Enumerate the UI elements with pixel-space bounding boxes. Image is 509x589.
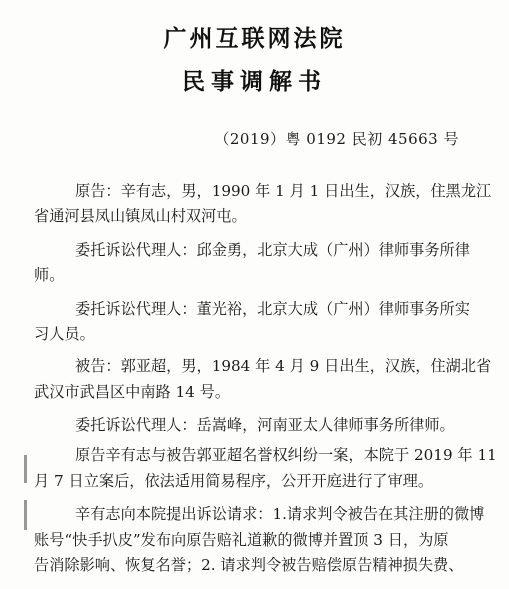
plaintiff-agent-1-line-2: 师。 [34,266,65,284]
defendant-line-1: 被告：郭亚超，男，1984 年 4 月 9 日出生，汉族，住湖北省 [75,357,492,375]
plaintiff-line-1: 原告：辛有志，男，1990 年 1 月 1 日出生，汉族，住黑龙江 [75,182,492,200]
plaintiff-agent-2-line-1: 委托诉讼代理人：董光裕，北京大成（广州）律师事务所实 [75,300,470,318]
claims-line-3: 告消除影响、恢复名誉；2. 请求判令被告赔偿原告精神损失费、 [34,556,464,574]
case-number: （2019）粤 0192 民初 45663 号 [214,130,459,148]
binding-mark [24,500,27,530]
claims-line-1: 辛有志向本院提出诉讼请求：1.请求判令被告在其注册的微博 [75,505,485,523]
plaintiff-agent-2-line-2: 习人员。 [34,325,95,343]
defendant-agent-line: 委托诉讼代理人：岳嵩峰，河南亚太人律师事务所律师。 [75,416,455,434]
court-name: 广州互联网法院 [163,26,346,52]
plaintiff-agent-1-line-1: 委托诉讼代理人：邱金勇，北京大成（广州）律师事务所律 [75,241,470,259]
document-title: 民事调解书 [182,69,327,95]
plaintiff-line-2: 省通河县凤山镇凤山村双河屯。 [34,207,247,225]
claims-line-2: 账号“快手扒皮”发布向原告赔礼道歉的微博并置顶 3 日，为原 [34,531,449,549]
defendant-line-2: 武汉市武昌区中南路 14 号。 [34,383,231,401]
binding-mark [24,455,27,483]
case-summary-line-1: 原告辛有志与被告郭亚超名誉权纠纷一案，本院于 2019 年 11 [75,446,497,464]
case-summary-line-2: 月 7 日立案后，依法适用简易程序，公开开庭进行了审理。 [34,472,434,490]
